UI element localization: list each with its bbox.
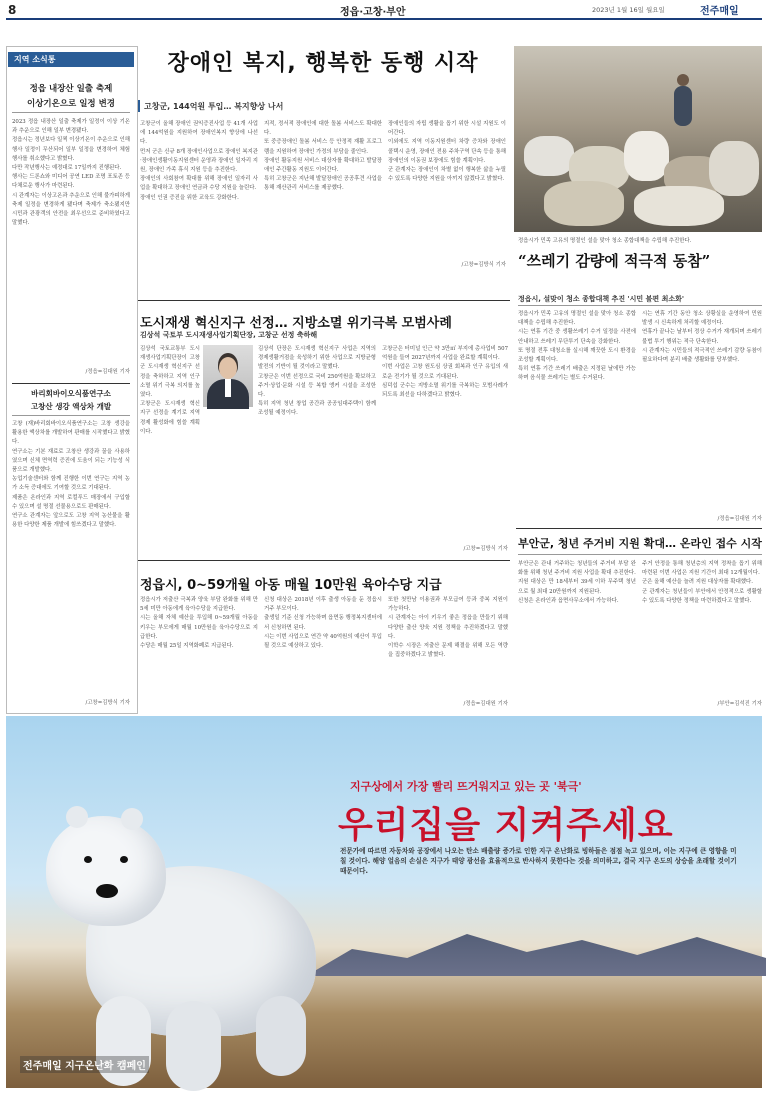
page-number: 8 (8, 3, 17, 17)
divider (516, 528, 762, 529)
divider (138, 300, 510, 301)
article3-headline: 정읍시, 0~59개월 아동 매월 10만원 육아수당 지급 (140, 578, 442, 593)
divider (518, 554, 762, 555)
article1-col2: 지적, 정서적 장애인에 대한 돌봄 서비스도 확대한다. 또 중증장애인 돌봄 서비스 등 안정적 재활 프로그램을 지원하여 장애인 가정의 부담을 줄인다. 장애인 활동지원 서비스 대상자를 확대하고 발달장애인 주간활동 지원도 이어간다. 특히 고창군은 지난해 발달장애인 공공후견 사업을 통해 재산관리 서비스를 제공했다. (264, 121, 382, 192)
article2-col1a: 김상석 국토교통부 도시재생사업기획단장이 고창군 도시재생 혁신지구 선정을 축하하고 지역 인구소멸 위기 극복 의지를 높였다. 고창군은 도시재생 혁신지구 선정을 계기로 지역 경제 활성화에 힘쓸 계획이다. (140, 346, 200, 435)
newspaper-name: 전주매일 (700, 6, 739, 17)
subhead-marker (138, 100, 140, 112)
article5-col1: 부안군은 관내 거주하는 청년들의 주거비 부담 완화를 위해 청년 주거비 지원 사업을 확대 추진한다. 지원 대상은 만 18세부터 39세 이하 무주택 청년으로 월 최대 20만원까지 지원된다. 신청은 온라인과 읍면사무소에서 가능하다. (518, 561, 636, 604)
issue-date: 2023년 1월 16일 월요일 (592, 6, 665, 14)
article1-col3: 장애인들의 자립 생활을 돕기 위한 시설 지원도 이어간다. 이외에도 지역 이동지원센터 차량 증차와 장애인 콜택시 운영, 장애인 전용 주차구역 단속 등을 통해 장애인의 이동권 보장에도 힘쓸 계획이다. 군 관계자는 장애인이 차별 없이 행복한 삶을 누릴 수 있도록 다양한 지원을 아끼지 않겠다고 밝혔다. (388, 121, 506, 183)
article2-subheadline: 김상석 국토부 도시재생사업기획단장, 고창군 선정 축하해 (140, 331, 318, 339)
ad-credit: 전주매일 지구온난화 캠페인 (20, 1056, 149, 1073)
article5-col2: 주거 안정을 통해 청년층의 지역 정착을 돕기 위해 마련된 이번 사업은 지원 기간이 최대 12개월이다. 군은 올해 예산을 늘려 지원 대상자를 확대했다. 군 관계자는 청년들이 부안에서 안정적으로 생활할 수 있도록 다양한 정책을 마련하겠다고 말했다. (642, 561, 762, 604)
article4-quote: “쓰레기 감량에 적극적 동참” (518, 252, 711, 270)
polar-bear-illustration (46, 796, 336, 1096)
article2-headline: 도시재생 혁신지구 선정… 지방소멸 위기극복 모범사례 (140, 316, 452, 331)
article3-col2: 신청 대상은 2018년 이후 출생 아동을 둔 정읍시 거주 부모이다. 출생일 기준 신청 가능하며 읍면동 행정복지센터에서 신청하면 된다. 시는 이번 사업으로 연간 약 40억원의 예산이 투입될 것으로 예상하고 있다. (264, 597, 382, 650)
sidebar-story1-byline: /정읍=김대원 기자 (85, 369, 130, 375)
article3-byline: /정읍=김대원 기자 (463, 701, 508, 707)
article1-col1: 고창군이 올해 장애인 권익증진사업 등 41개 사업에 144억원을 지원하여 장애인복지 향상에 나선다. 먼저 군은 신규 8개 장애인사업으로 장애인 복지관·장애인생활이동지원센터 운영과 장애인 일자리 지원, 장애인 가족 휴식 지원 등을 추진한다. 장애인의 사회참여 확대를 위해 장애인 일자리 사업을 확대하고 장애인 연금과 수당 지원을 늘린다. 장애인 인권 증진을 위한 교육도 강화한다. (140, 121, 258, 201)
article2-byline: /고창=김방식 기자 (463, 546, 508, 552)
divider (12, 415, 130, 416)
section-title: 정읍·고창·부안 (340, 7, 406, 18)
article3-col1: 정읍시가 저출산 극복과 양육 부담 완화를 위해 만 5세 미만 아동에게 육아수당을 지급한다. 시는 올해 자체 예산을 투입해 0~59개월 아동을 키우는 부모에게 매월 10만원을 육아수당으로 지급한다. 수당은 매월 25일 지역화폐로 지급된다. (140, 597, 258, 650)
ad-kicker: 지구상에서 가장 빨리 뜨거워지고 있는 곳 '북극' (350, 780, 582, 793)
divider (518, 305, 762, 306)
article1-byline: /고창=김방식 기자 (461, 262, 506, 268)
official-portrait (203, 345, 253, 407)
article1-headline: 장애인 복지, 행복한 동행 시작 (167, 51, 479, 76)
divider (138, 560, 510, 561)
sidebar-story2-byline: /고창=김방식 기자 (85, 700, 130, 706)
sidebar-story1-subtitle: 이상기온으로 일정 변경 (26, 99, 116, 109)
photo-caption: 정읍시가 민족 고유의 명절인 설을 맞아 청소 종합대책을 수립해 추진한다. (518, 238, 692, 244)
article1-subheadline: 고창군, 144억원 투입… 복지향상 나서 (144, 102, 284, 111)
article4-subheadline: 정읍시, 설맞이 청소 종합대책 추진 '시민 불편 최소화' (518, 295, 685, 303)
ad-title: 우리집을 지켜주세요 (338, 805, 674, 846)
cleanup-photo (514, 46, 762, 232)
sidebar-story1-title: 정읍 내장산 일출 축제 (29, 84, 113, 94)
sidebar-story1-body: 2023 정읍 내장산 일출 축제가 일정이 이상 기온과 추운으로 인해 일부 변경됐다. 정읍시는 정년보다 일찍 이상기온이 추운으로 인해 행사 일정이 무산되어 일부 일정을 변경하여 체험행사를 취소했다고 밝혔다. 다만 작년행사는 예정대로 17일까지 진행된다. 행사는 드론쇼와 미디어 공연 LED 조명 포토존 등 다채로운 행사가 마련된다. 시 관계자는 이상고온과 추운으로 인해 불가피하게 축제 일정을 변경하게 됐다며 축제가 축소됐지만 시민과 관광객의 안전을 최우선으로 준비하였다고 말했다. (12, 119, 130, 227)
article5-byline: /부안=김석진 기자 (717, 701, 762, 707)
divider (12, 112, 130, 113)
article5-headline: 부안군, 청년 주거비 지원 확대… 온라인 접수 시작 (518, 537, 762, 550)
sidebar-story2-body: 고창 (재)바리회바이오식품연구소는 고창 생강을 활용한 액상차를 개발하여 판매를 시작했다고 밝혔다. 연구소는 기본 재료로 고창산 생강과 꿀을 사용하였으며 신체 면역력 증진에 도움이 되는 기능성 식품으로 개발했다. 농업기술센터와 함께 진행한 이번 연구는 지역 농가 소득 증대에도 기여할 것으로 기대된다. 제품은 온라인과 지역 로컬푸드 매장에서 구입할 수 있으며 설 명절 선물용으로도 판매된다. 연구소 관계자는 앞으로도 고창 지역 농산물을 활용한 다양한 제품 개발에 힘쓰겠다고 말했다. (12, 421, 130, 529)
sidebar-tag: 지역 소식통 (8, 52, 134, 67)
article4-col1: 정읍시가 민족 고유의 명절인 설을 맞아 청소 종합대책을 수립해 추진한다. 시는 연휴 기간 중 생활쓰레기 수거 일정을 사전에 안내하고 쓰레기 무단투기 단속을 강화한다. 또 명절 전후 대청소를 실시해 깨끗한 도시 환경을 조성할 계획이다. 특히 연휴 기간 쓰레기 배출은 지정된 날에만 가능하며 음식물 쓰레기는 별도 수거된다. (518, 311, 636, 382)
article4-byline: /정읍=김대원 기자 (717, 516, 762, 522)
article3-col3: 또한 첫만남 이용권과 부모급여 등과 중복 지원이 가능하다. 시 관계자는 아이 키우기 좋은 정읍을 만들기 위해 다양한 출산 양육 지원 정책을 추진하겠다고 말했다. 이학수 시장은 저출산 문제 해결을 위해 모든 역량을 집중하겠다고 밝혔다. (388, 597, 508, 659)
sidebar-story2-title: 바리회바이오식품연구소 (31, 389, 111, 398)
ad-body: 전문가에 따르면 자동차와 공장에서 나오는 탄소 배출량 증가로 인한 지구 온난화로 빙하들은 점점 녹고 있으며, 이는 지구에 큰 영향을 미칠 것이다. 해양 얼음의 손실은 지구가 태양 광선을 효율적으로 반사하지 못한다는 것을 의미하고, 결국 지구 온도의 상승을 초래할 것이기 때문이다. (340, 847, 737, 875)
sidebar-story2-subtitle: 고창산 생강 액상차 개발 (30, 402, 112, 411)
article2-col2: 김상석 단장은 도시재생 혁신지구 사업은 지역의 경제생활거점을 육성하기 위한 사업으로 지방균형발전의 기반이 될 것이라고 말했다. 고창군은 이번 선정으로 국비 250억원을 확보하고 주거·상업·문화 시설 등 복합 앵커 시설을 조성한다. 특히 지역 청년 창업 공간과 공공임대주택이 함께 조성될 예정이다. (258, 346, 376, 417)
article4-col2: 시는 연휴 기간 동안 청소 상황실을 운영하여 민원 발생 시 신속하게 처리할 예정이다. 연휴가 끝나는 날부터 정상 수거가 재개되며 쓰레기 불법 투기 행위는 적극 단속한다. 시 관계자는 시민들의 적극적인 쓰레기 감량 동참이 필요하다며 분리 배출 생활화를 당부했다. (642, 311, 762, 364)
climate-campaign-ad (6, 716, 762, 1088)
header-rule (6, 18, 762, 20)
article2-col3: 고창군은 터미널 인근 약 3만㎡ 부지에 총사업비 507억원을 들여 2027년까지 사업을 완료할 계획이다. 이번 사업은 고창 원도심 상권 회복과 인구 유입의 새로운 전기가 될 것으로 기대된다. 심덕섭 군수는 지방소멸 위기를 극복하는 모범사례가 되도록 최선을 다하겠다고 밝혔다. (382, 346, 508, 399)
divider (12, 383, 130, 384)
